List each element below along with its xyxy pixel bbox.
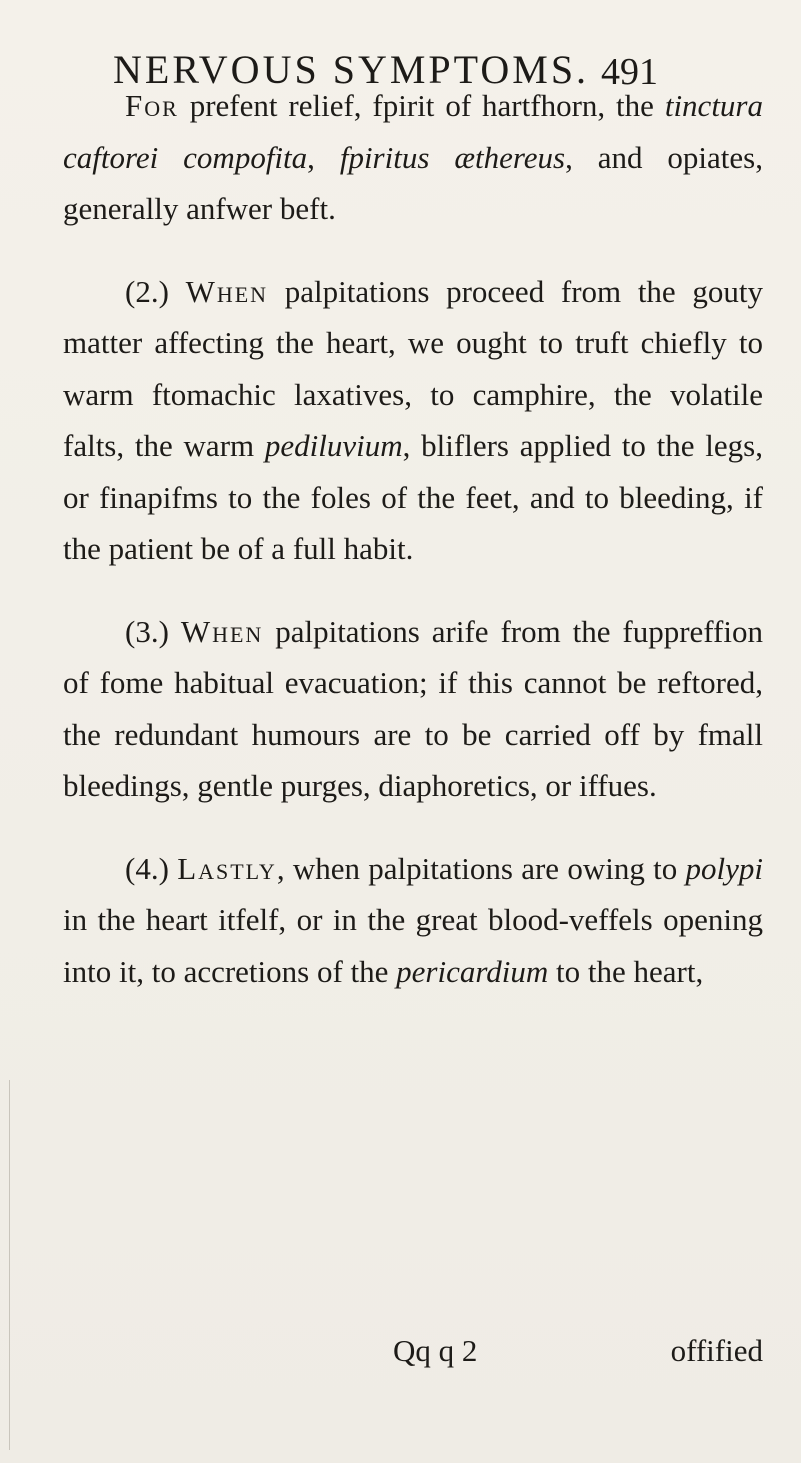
- paragraph-text: , and opiates, generally anfwer beft.: [63, 139, 763, 226]
- latin-term: tinctura caftorei compofita: [63, 88, 763, 175]
- paragraph-lead-word: Lastly: [177, 850, 277, 886]
- paragraph-4: [63, 843, 763, 998]
- signature-mark: Qq q 2: [393, 1333, 478, 1368]
- paragraph-text: ,: [307, 139, 340, 175]
- paragraph-lead-word: When: [185, 273, 269, 309]
- latin-term: fpiritus æthereus: [339, 139, 566, 175]
- paragraph-lead-word: For: [125, 88, 179, 123]
- paragraph-text: to the heart,: [548, 953, 704, 989]
- paragraph-number: (3.): [125, 613, 181, 649]
- paragraph-text: prefent relief, fpirit of hartfhorn, the: [178, 88, 665, 123]
- paragraph-text: palpitations arife from the fuppreffion of fome habitual evacuation; if this cannot be reftored, the redundant humours are to be carried off by fmall bleedings, gentle purges, diaphoretics, or iffues.: [63, 613, 763, 803]
- latin-term: pediluvium: [264, 428, 403, 463]
- paragraph-3: [63, 606, 763, 812]
- page-number: 491: [601, 51, 658, 93]
- catchword: offified: [670, 1333, 763, 1368]
- paragraph-number: (2.): [125, 273, 186, 309]
- paragraph-text: , bliflers applied to the legs, or finapifms to the foles of the feet, and to bleeding, if the patient be of a full habit.: [63, 428, 763, 566]
- body-text: [63, 80, 763, 997]
- latin-term: polypi: [685, 850, 763, 886]
- paragraph-lead-word: When: [180, 613, 264, 649]
- paragraph-text: , when palpitations are owing to: [276, 850, 686, 886]
- paragraph-2: [63, 266, 763, 575]
- latin-term: pericardium: [396, 953, 549, 989]
- page-edge-shadow: [9, 1080, 10, 1450]
- running-head: NERVOUS SYMPTOMS.: [113, 47, 590, 92]
- paragraph-1: [63, 80, 763, 235]
- paragraph-text: palpitations proceed from the gouty matter affecting the heart, we ought to truft chiefly to warm ftomachic laxatives, to camphire, the volatile falts, the warm: [63, 273, 763, 463]
- page-footer: [63, 1325, 763, 1377]
- paragraph-text: in the heart itfelf, or in the great blood-veffels opening into it, to accretions of the: [63, 902, 763, 989]
- paragraph-number: (4.): [125, 850, 178, 886]
